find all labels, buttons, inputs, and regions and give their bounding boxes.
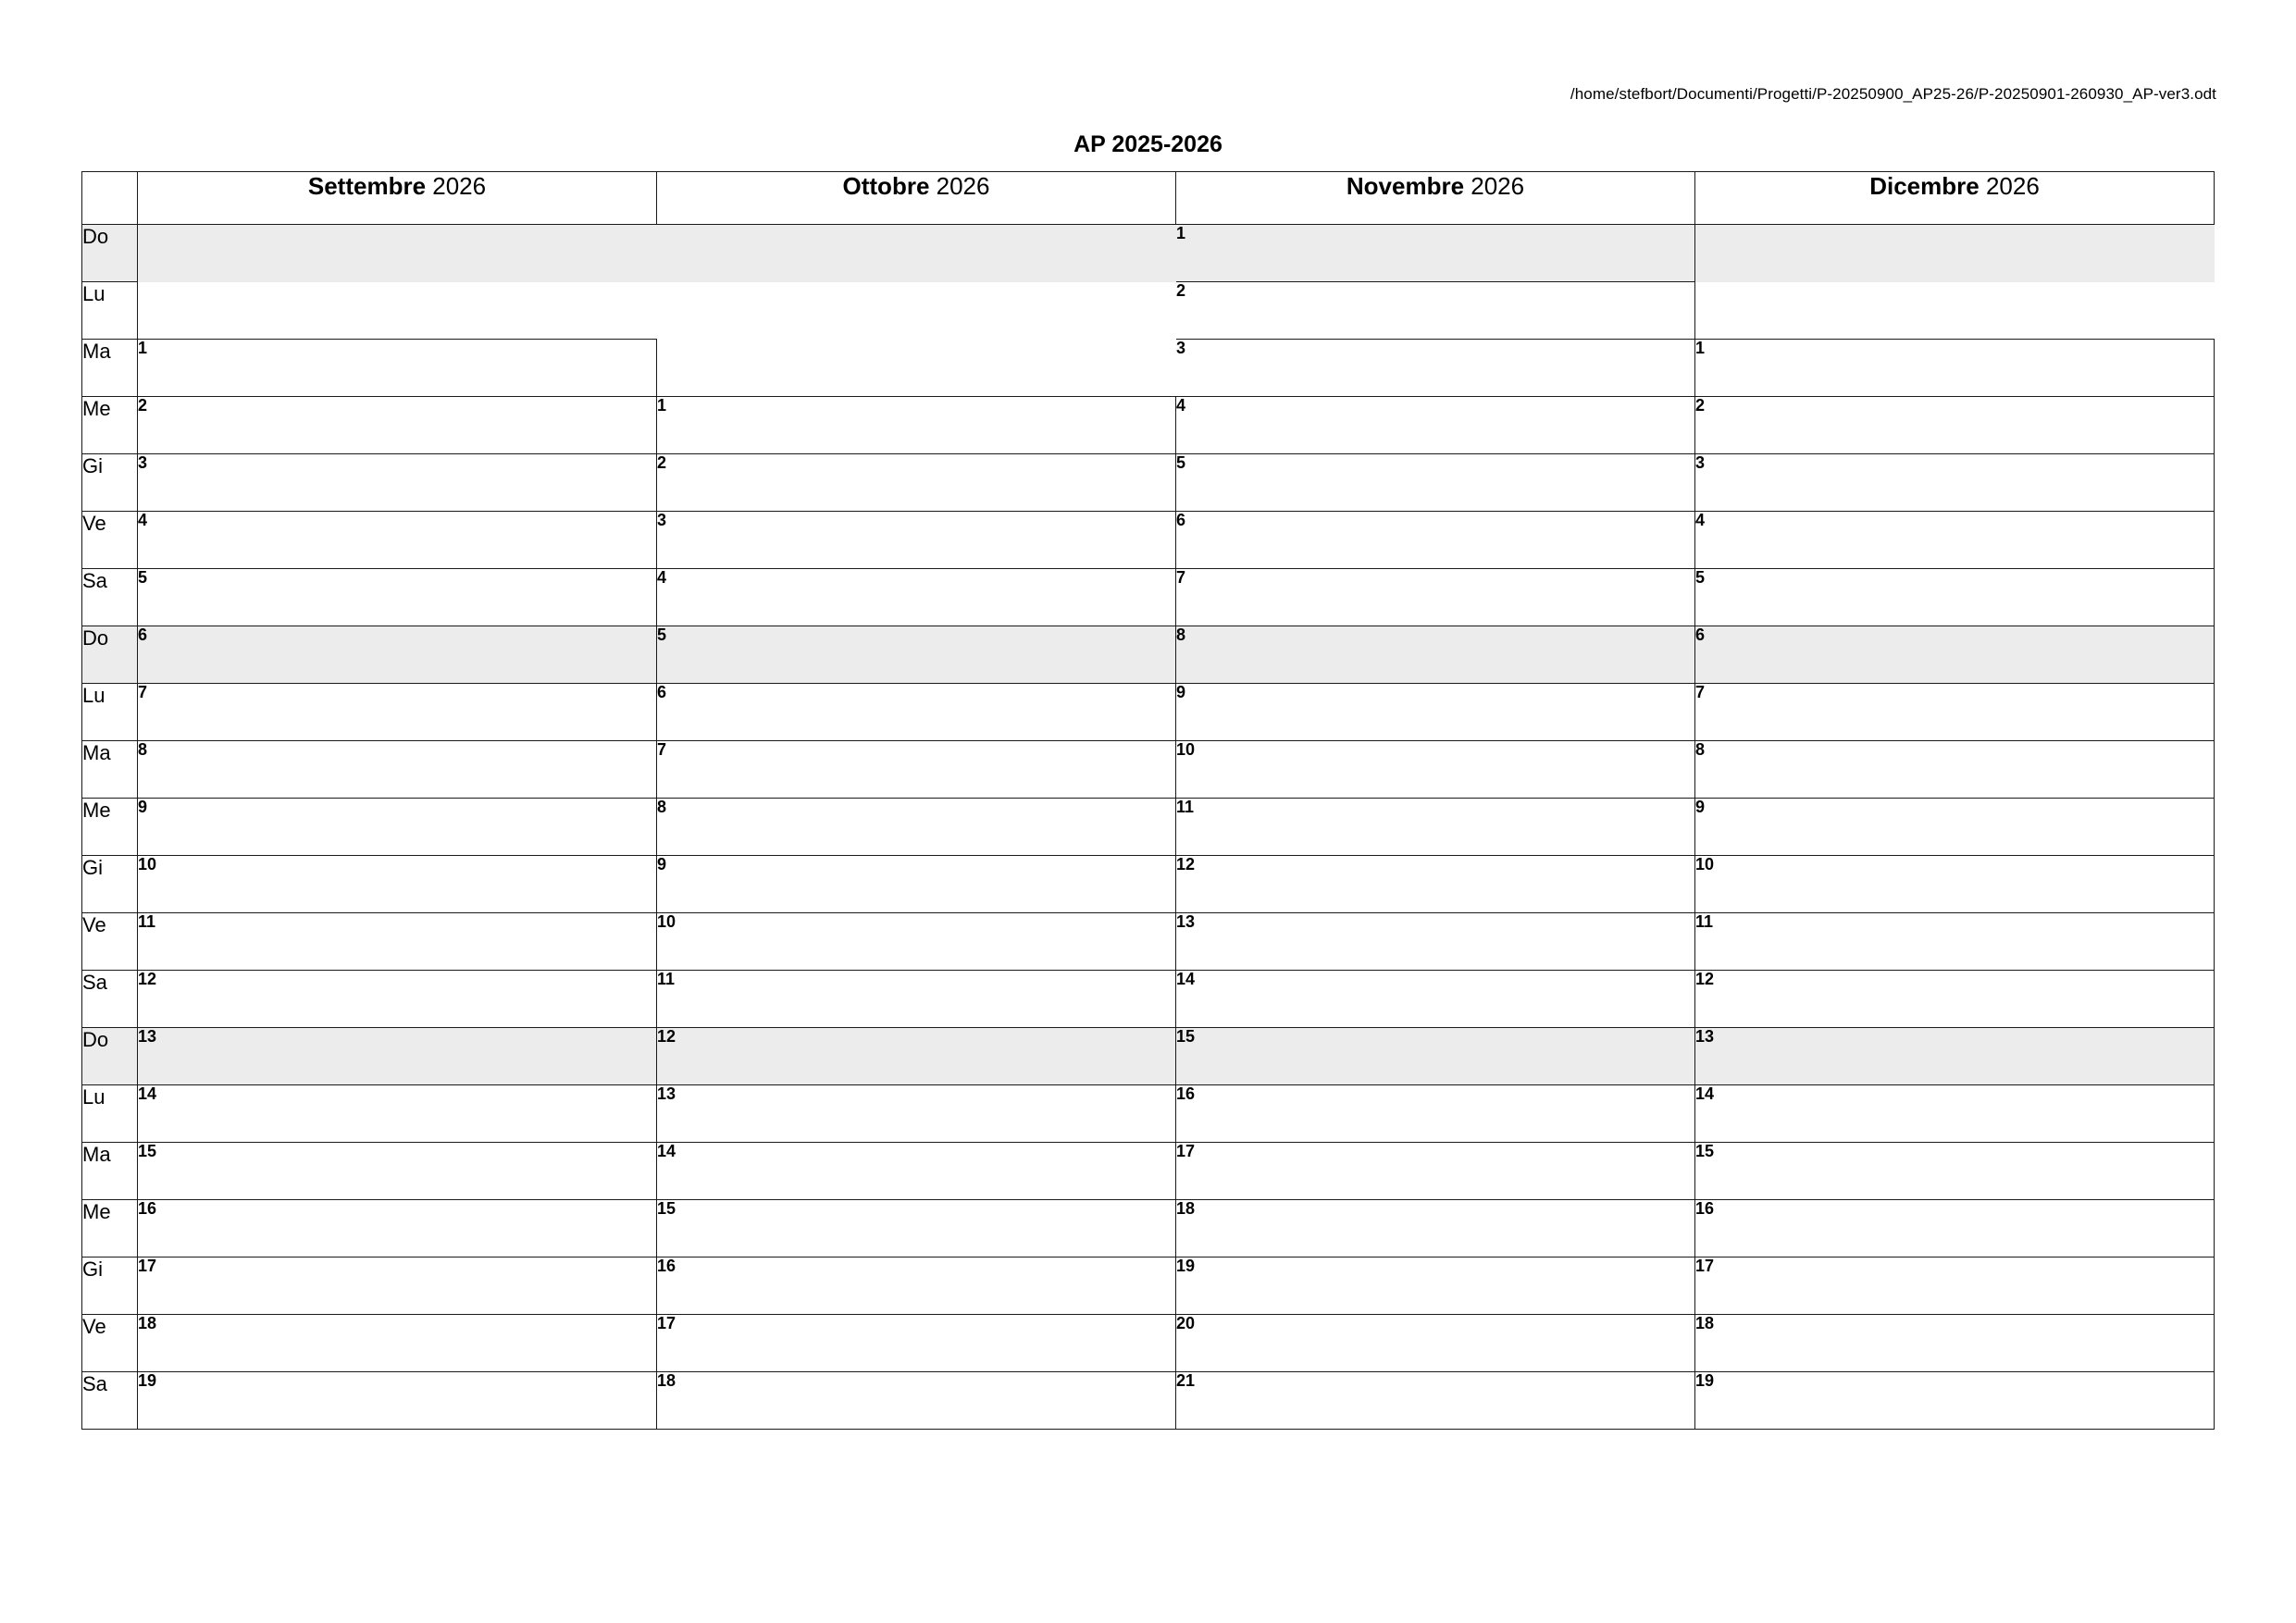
calendar-cell[interactable]: 14 (657, 1143, 1176, 1200)
calendar-cell[interactable]: 19 (138, 1372, 657, 1430)
day-label-9: Ma (82, 741, 138, 799)
calendar-row (82, 1085, 2215, 1143)
day-label-7: Do (82, 626, 138, 684)
month-year-2: 2026 (1471, 172, 1525, 200)
calendar-row (82, 340, 2215, 397)
calendar-cell[interactable]: 8 (138, 741, 657, 799)
day-label-11: Gi (82, 856, 138, 913)
file-path-header: /home/stefbort/Documenti/Progetti/P-20250900_AP25-26/P-20250901-260930_AP-ver3.odt (1570, 85, 2216, 103)
day-label-19: Ve (82, 1315, 138, 1372)
calendar-cell[interactable]: 8 (657, 799, 1176, 856)
month-name-0: Settembre (307, 172, 427, 200)
calendar-cell[interactable]: 5 (1695, 569, 2215, 626)
month-name-3: Dicembre (1869, 172, 1980, 200)
calendar-cell[interactable]: 6 (1695, 626, 2215, 684)
calendar-row (82, 1372, 2215, 1430)
month-year-0: 2026 (432, 172, 487, 200)
calendar-row (82, 626, 2215, 684)
day-label-10: Me (82, 799, 138, 856)
calendar-cell[interactable]: 10 (1176, 741, 1695, 799)
day-label-5: Ve (82, 512, 138, 569)
day-label-15: Lu (82, 1085, 138, 1143)
calendar-cell[interactable]: 2 (138, 397, 657, 454)
calendar-cell[interactable]: 4 (1176, 397, 1695, 454)
calendar-cell[interactable]: 6 (138, 626, 657, 684)
calendar-cell[interactable]: 10 (1695, 856, 2215, 913)
calendar-row (82, 856, 2215, 913)
calendar-cell[interactable]: 9 (657, 856, 1176, 913)
calendar-cell[interactable]: 1 (1176, 225, 1695, 282)
calendar-cell[interactable]: 5 (1176, 454, 1695, 512)
calendar-cell[interactable]: 8 (1695, 741, 2215, 799)
month-header-1 (657, 172, 1176, 225)
calendar-cell[interactable]: 16 (1176, 1085, 1695, 1143)
page-title: AP 2025-2026 (1074, 131, 1222, 157)
calendar-cell[interactable]: 7 (657, 741, 1176, 799)
calendar-cell[interactable]: 18 (657, 1372, 1176, 1430)
calendar-row (82, 684, 2215, 741)
month-header-2 (1176, 172, 1695, 225)
calendar-cell[interactable]: 20 (1176, 1315, 1695, 1372)
calendar-table (81, 171, 2215, 1430)
calendar-cell[interactable]: 18 (1695, 1315, 2215, 1372)
calendar-row (82, 1143, 2215, 1200)
calendar-cell[interactable]: 9 (138, 799, 657, 856)
calendar-row (82, 454, 2215, 512)
calendar-row (82, 913, 2215, 971)
calendar-cell[interactable]: 15 (657, 1200, 1176, 1258)
month-name-1: Ottobre (842, 172, 930, 200)
day-label-18: Gi (82, 1258, 138, 1315)
calendar-cell[interactable]: 14 (1176, 971, 1695, 1028)
calendar-cell[interactable]: 1 (657, 397, 1176, 454)
day-label-2: Ma (82, 340, 138, 397)
calendar-cell[interactable]: 18 (1176, 1200, 1695, 1258)
calendar-row (82, 282, 2215, 340)
day-label-17: Me (82, 1200, 138, 1258)
day-label-16: Ma (82, 1143, 138, 1200)
calendar-cell[interactable]: 21 (1176, 1372, 1695, 1430)
calendar-cell[interactable]: 17 (1695, 1258, 2215, 1315)
calendar-cell[interactable]: 16 (138, 1200, 657, 1258)
calendar-row (82, 971, 2215, 1028)
calendar-cell[interactable] (657, 225, 1176, 282)
header-corner-cell (82, 172, 138, 225)
calendar-row (82, 1258, 2215, 1315)
calendar-cell[interactable]: 16 (1695, 1200, 2215, 1258)
calendar-cell[interactable]: 11 (657, 971, 1176, 1028)
calendar-row (82, 512, 2215, 569)
calendar-row (82, 397, 2215, 454)
calendar-row (82, 1315, 2215, 1372)
day-label-3: Me (82, 397, 138, 454)
calendar-cell[interactable]: 14 (138, 1085, 657, 1143)
calendar-cell[interactable]: 4 (1695, 512, 2215, 569)
calendar-cell[interactable]: 10 (657, 913, 1176, 971)
calendar-row (82, 1200, 2215, 1258)
month-year-1: 2026 (936, 172, 990, 200)
calendar-cell[interactable]: 1 (1695, 340, 2215, 397)
month-year-3: 2026 (1985, 172, 2040, 200)
calendar-cell[interactable]: 2 (657, 454, 1176, 512)
calendar-cell[interactable]: 17 (657, 1315, 1176, 1372)
calendar-cell[interactable]: 3 (138, 454, 657, 512)
calendar-cell[interactable]: 15 (1695, 1143, 2215, 1200)
calendar-cell[interactable]: 2 (1695, 397, 2215, 454)
calendar-cell[interactable]: 7 (1695, 684, 2215, 741)
calendar-cell[interactable] (1695, 282, 2215, 340)
month-name-2: Novembre (1346, 172, 1465, 200)
calendar-cell[interactable]: 13 (1176, 913, 1695, 971)
calendar-cell[interactable]: 3 (1695, 454, 2215, 512)
day-label-20: Sa (82, 1372, 138, 1430)
calendar-header-row (82, 172, 2215, 225)
calendar-cell[interactable]: 11 (138, 913, 657, 971)
calendar-cell[interactable]: 6 (657, 684, 1176, 741)
day-label-14: Do (82, 1028, 138, 1085)
day-label-12: Ve (82, 913, 138, 971)
calendar-row (82, 569, 2215, 626)
calendar-cell[interactable]: 11 (1176, 799, 1695, 856)
calendar-cell[interactable]: 9 (1695, 799, 2215, 856)
calendar-cell[interactable]: 6 (1176, 512, 1695, 569)
calendar-cell[interactable]: 17 (1176, 1143, 1695, 1200)
day-label-13: Sa (82, 971, 138, 1028)
calendar-cell[interactable]: 12 (657, 1028, 1176, 1085)
calendar-cell[interactable]: 7 (138, 684, 657, 741)
calendar-cell[interactable]: 5 (657, 626, 1176, 684)
calendar-cell[interactable]: 19 (1176, 1258, 1695, 1315)
month-header-0 (138, 172, 657, 225)
calendar-body (82, 225, 2215, 1430)
calendar-cell[interactable] (138, 225, 657, 282)
calendar-row (82, 799, 2215, 856)
calendar-cell[interactable]: 13 (1695, 1028, 2215, 1085)
calendar-cell[interactable]: 15 (1176, 1028, 1695, 1085)
calendar-cell[interactable]: 8 (1176, 626, 1695, 684)
calendar-row (82, 225, 2215, 282)
calendar-cell[interactable] (657, 282, 1176, 340)
calendar-cell[interactable]: 9 (1176, 684, 1695, 741)
calendar-cell[interactable]: 12 (138, 971, 657, 1028)
calendar-cell[interactable] (1695, 225, 2215, 282)
day-label-4: Gi (82, 454, 138, 512)
calendar-cell[interactable]: 7 (1176, 569, 1695, 626)
calendar-cell[interactable]: 12 (1176, 856, 1695, 913)
calendar-cell[interactable]: 16 (657, 1258, 1176, 1315)
calendar-cell[interactable]: 11 (1695, 913, 2215, 971)
calendar-cell[interactable]: 12 (1695, 971, 2215, 1028)
calendar-cell[interactable]: 19 (1695, 1372, 2215, 1430)
calendar-cell[interactable]: 10 (138, 856, 657, 913)
day-label-6: Sa (82, 569, 138, 626)
calendar-cell[interactable] (657, 340, 1176, 397)
calendar-cell[interactable]: 2 (1176, 282, 1695, 340)
calendar-cell[interactable]: 4 (657, 569, 1176, 626)
calendar-cell[interactable]: 13 (657, 1085, 1176, 1143)
calendar-container (81, 171, 2215, 1430)
day-label-1: Lu (82, 282, 138, 340)
calendar-cell[interactable]: 13 (138, 1028, 657, 1085)
calendar-cell[interactable]: 18 (138, 1315, 657, 1372)
day-label-0: Do (82, 225, 138, 282)
calendar-row (82, 741, 2215, 799)
calendar-cell[interactable] (138, 282, 657, 340)
calendar-cell[interactable]: 14 (1695, 1085, 2215, 1143)
calendar-cell[interactable]: 17 (138, 1258, 657, 1315)
month-header-3 (1695, 172, 2215, 225)
calendar-cell[interactable]: 5 (138, 569, 657, 626)
calendar-cell[interactable]: 4 (138, 512, 657, 569)
calendar-cell[interactable]: 3 (1176, 340, 1695, 397)
day-label-8: Lu (82, 684, 138, 741)
calendar-row (82, 1028, 2215, 1085)
calendar-cell[interactable]: 15 (138, 1143, 657, 1200)
calendar-cell[interactable]: 1 (138, 340, 657, 397)
calendar-cell[interactable]: 3 (657, 512, 1176, 569)
